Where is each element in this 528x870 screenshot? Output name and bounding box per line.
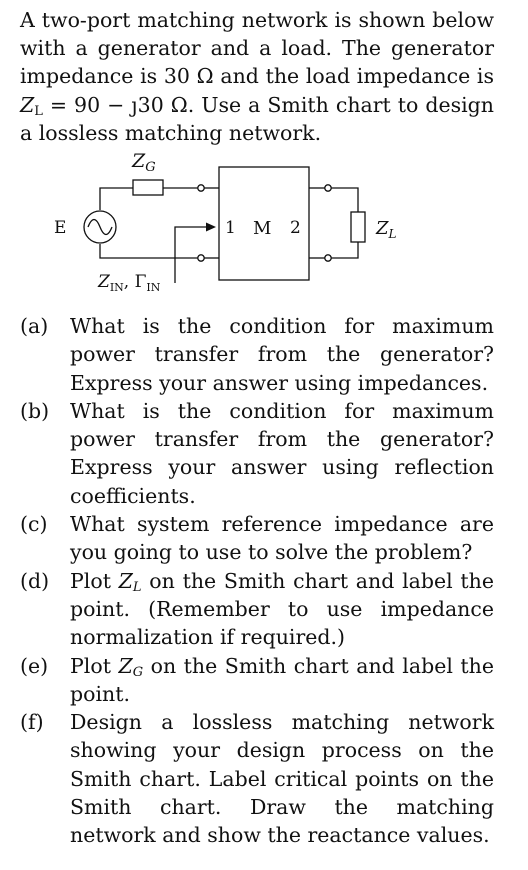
question-label: (a) (20, 314, 49, 338)
question-label: (d) (20, 568, 50, 593)
question-text-pre: Plot (70, 568, 119, 593)
network-label: M (253, 218, 272, 239)
port1-label: 1 (225, 218, 236, 238)
wire-load-bottom (331, 242, 358, 258)
question-list (20, 312, 494, 850)
terminal-top-right (325, 185, 331, 191)
question-label: (f) (20, 710, 44, 735)
zg-label: $Z_G$ (132, 150, 156, 175)
question-e (20, 652, 494, 709)
question-c (20, 510, 494, 567)
zl-symbol: Z (20, 92, 35, 117)
zg-resistor (133, 180, 163, 195)
terminal-bottom-left (198, 255, 204, 261)
question-text: What is the condition for maximum power transfer from the generator? Express your answer using impedances. (70, 314, 494, 395)
question-text-post: on the Smith chart and label the point. (Remember to use impedance normalization if required.) (70, 568, 494, 650)
question-a (20, 312, 494, 397)
zl-subscript: L (34, 103, 43, 119)
question-label: (c) (20, 512, 48, 537)
load-resistor (351, 212, 365, 242)
question-f (20, 708, 494, 849)
zg-symbol: Z (118, 653, 133, 678)
question-text-post: on the Smith chart and label the point. (70, 653, 494, 706)
circuit-diagram (0, 140, 528, 310)
intro-text-2: = 90 − ȷ30 Ω. Use a Smith chart to design a lossless matching network. (20, 92, 494, 145)
question-d (20, 567, 494, 652)
zl-subscript: L (132, 579, 142, 595)
wire-top-left (100, 188, 133, 210)
zin-gamma-label: $Z_{IN}$, $\Gamma_{IN}$ (98, 272, 161, 294)
question-text: Design a lossless matching network showing your design process on the Smith chart. Label critical points on the Smith chart. Draw the matching network and show the reactance values. (70, 710, 494, 848)
wire-load-top (331, 188, 358, 212)
wire-bottom-left (100, 244, 198, 258)
question-text: What is the condition for maximum power transfer from the generator? Express your answer using reflection coefficients. (70, 398, 494, 508)
zin-arrow-head (206, 223, 216, 232)
port2-label: 2 (290, 218, 301, 238)
question-text-pre: Plot (70, 653, 119, 678)
question-b (20, 397, 494, 510)
question-label: (b) (20, 398, 50, 423)
terminal-bottom-right (325, 255, 331, 261)
question-text: What system reference impedance are you going to use to solve the problem? (70, 512, 494, 565)
zl-load-label: $Z_L$ (376, 218, 397, 241)
terminal-top-left (198, 185, 204, 191)
intro-text-1: A two-port matching network is shown below with a generator and a load. The generator impedance is 30 Ω and the load impedance is (20, 8, 494, 89)
question-label: (e) (20, 653, 49, 678)
zl-symbol: Z (118, 568, 133, 593)
source-label: E (54, 218, 67, 238)
zg-subscript: G (132, 664, 144, 680)
problem-statement (20, 6, 494, 147)
